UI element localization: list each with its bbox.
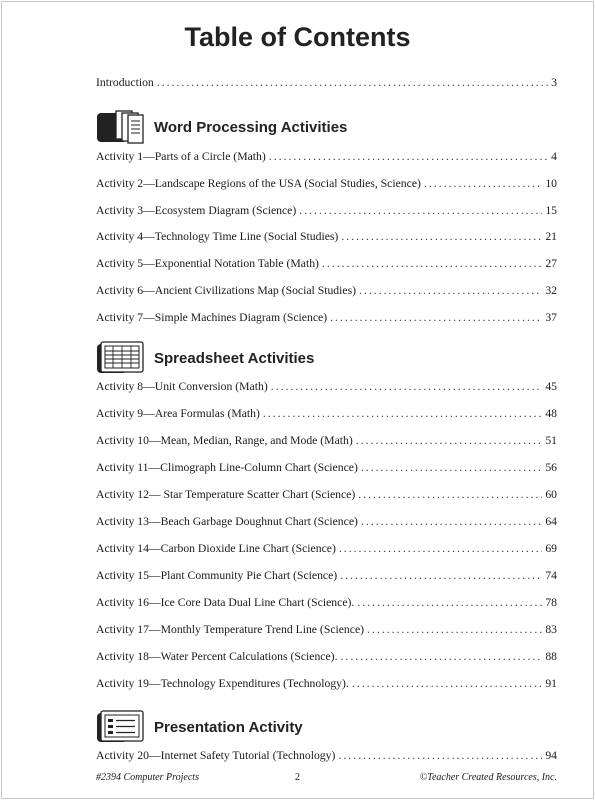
page-title: Table of Contents (184, 22, 411, 52)
entry-label: Activity 12— Star Temperature Scatter Chart (Science) (96, 488, 356, 501)
entry-page: 56 (545, 461, 557, 474)
entry-page: 78 (545, 596, 557, 609)
entry-label: Activity 19—Technology Expenditures (Technology). (96, 677, 349, 690)
entry-page: 15 (545, 204, 557, 217)
dot-leader (263, 407, 542, 420)
toc-entry[interactable] (96, 677, 557, 693)
entry-page: 64 (545, 515, 557, 528)
section-heading-word-processing (96, 110, 347, 144)
toc-entry[interactable] (96, 434, 557, 450)
entry-page: 45 (545, 380, 557, 393)
toc-entry[interactable] (96, 650, 557, 666)
entry-label: Activity 13—Beach Garbage Doughnut Chart (Science) (96, 515, 358, 528)
entry-page: 69 (545, 542, 557, 555)
entry-page: 74 (545, 569, 557, 582)
footer-page-number: 2 (295, 772, 300, 783)
section-heading-presentation (96, 710, 303, 744)
section-heading-label: Spreadsheet Activities (154, 349, 315, 367)
toc-entry[interactable] (96, 569, 557, 585)
dot-leader (361, 515, 542, 528)
entry-label: Introduction (96, 76, 154, 89)
toc-entry[interactable] (96, 623, 557, 639)
toc-entry[interactable] (96, 542, 557, 558)
entry-label: Activity 20—Internet Safety Tutorial (Technology) (96, 749, 336, 762)
footer-copyright: ©Teacher Created Resources, Inc. (419, 772, 557, 783)
entry-label: Activity 9—Area Formulas (Math) (96, 407, 260, 420)
presentation-slides-icon (96, 710, 144, 744)
dot-leader (424, 177, 542, 190)
entry-page: 88 (545, 650, 557, 663)
toc-entry[interactable] (96, 596, 557, 612)
dot-leader (157, 76, 548, 89)
entry-label: Activity 18—Water Percent Calculations (Science). (96, 650, 338, 663)
toc-entry[interactable] (96, 407, 557, 423)
dot-leader (269, 150, 548, 163)
entry-label: Activity 14—Carbon Dioxide Line Chart (Science) (96, 542, 336, 555)
dot-leader (359, 284, 542, 297)
footer-product-code: #2394 Computer Projects (96, 772, 199, 783)
dot-leader (271, 380, 543, 393)
entry-page: 37 (545, 311, 557, 324)
toc-entry[interactable] (96, 380, 557, 396)
toc-entry[interactable] (96, 749, 557, 765)
entry-page: 27 (545, 257, 557, 270)
toc-entry[interactable] (96, 311, 557, 327)
entry-label: Activity 7—Simple Machines Diagram (Science) (96, 311, 328, 324)
entry-label: Activity 10—Mean, Median, Range, and Mode (Math) (96, 434, 353, 447)
dot-leader (356, 434, 543, 447)
toc-entry[interactable] (96, 177, 557, 193)
dot-leader (330, 311, 542, 324)
toc-entry[interactable] (96, 257, 557, 273)
document-stack-icon (96, 110, 144, 144)
entry-label: Activity 8—Unit Conversion (Math) (96, 380, 268, 393)
entry-label: Activity 15—Plant Community Pie Chart (Science) (96, 569, 338, 582)
section-heading-label: Presentation Activity (154, 718, 303, 736)
toc-entry[interactable] (96, 461, 557, 477)
entry-label: Activity 1—Parts of a Circle (Math) (96, 150, 266, 163)
dot-leader (339, 542, 542, 555)
toc-entry[interactable] (96, 515, 557, 531)
entry-page: 48 (545, 407, 557, 420)
dot-leader (338, 749, 542, 762)
toc-entry[interactable] (96, 150, 557, 166)
dot-leader (341, 650, 543, 663)
dot-leader (322, 257, 542, 270)
entry-label: Activity 3—Ecosystem Diagram (Science) (96, 204, 297, 217)
entry-page: 51 (545, 434, 557, 447)
entry-label: Activity 17—Monthly Temperature Trend Line (Science) (96, 623, 365, 636)
entry-label: Activity 16—Ice Core Data Dual Line Chart (Science). (96, 596, 355, 609)
entry-page: 21 (545, 230, 557, 243)
entry-page: 94 (545, 749, 557, 762)
section-heading-spreadsheet (96, 341, 314, 375)
entry-page: 3 (551, 76, 557, 89)
entry-label: Activity 11—Climograph Line-Column Chart (Science) (96, 461, 358, 474)
dot-leader (358, 488, 542, 501)
entry-page: 60 (545, 488, 557, 501)
dot-leader (357, 596, 542, 609)
dot-leader (341, 230, 542, 243)
dot-leader (299, 204, 542, 217)
entry-page: 83 (545, 623, 557, 636)
dot-leader (361, 461, 542, 474)
dot-leader (367, 623, 542, 636)
entry-page: 4 (551, 150, 557, 163)
entry-label: Activity 2—Landscape Regions of the USA (Social Studies, Science) (96, 177, 421, 190)
entry-page: 91 (545, 677, 557, 690)
entry-label: Activity 6—Ancient Civilizations Map (Social Studies) (96, 284, 357, 297)
section-heading-label: Word Processing Activities (154, 118, 348, 136)
toc-entry[interactable] (96, 204, 557, 220)
entry-page: 32 (545, 284, 557, 297)
spreadsheet-icon (96, 341, 144, 375)
toc-entry-introduction[interactable] (96, 76, 557, 92)
entry-label: Activity 4—Technology Time Line (Social Studies) (96, 230, 339, 243)
dot-leader (340, 569, 542, 582)
entry-page: 10 (545, 177, 557, 190)
toc-entry[interactable] (96, 488, 557, 504)
entry-label: Activity 5—Exponential Notation Table (Math) (96, 257, 319, 270)
toc-entry[interactable] (96, 284, 557, 300)
toc-entry[interactable] (96, 230, 557, 246)
dot-leader (352, 677, 542, 690)
